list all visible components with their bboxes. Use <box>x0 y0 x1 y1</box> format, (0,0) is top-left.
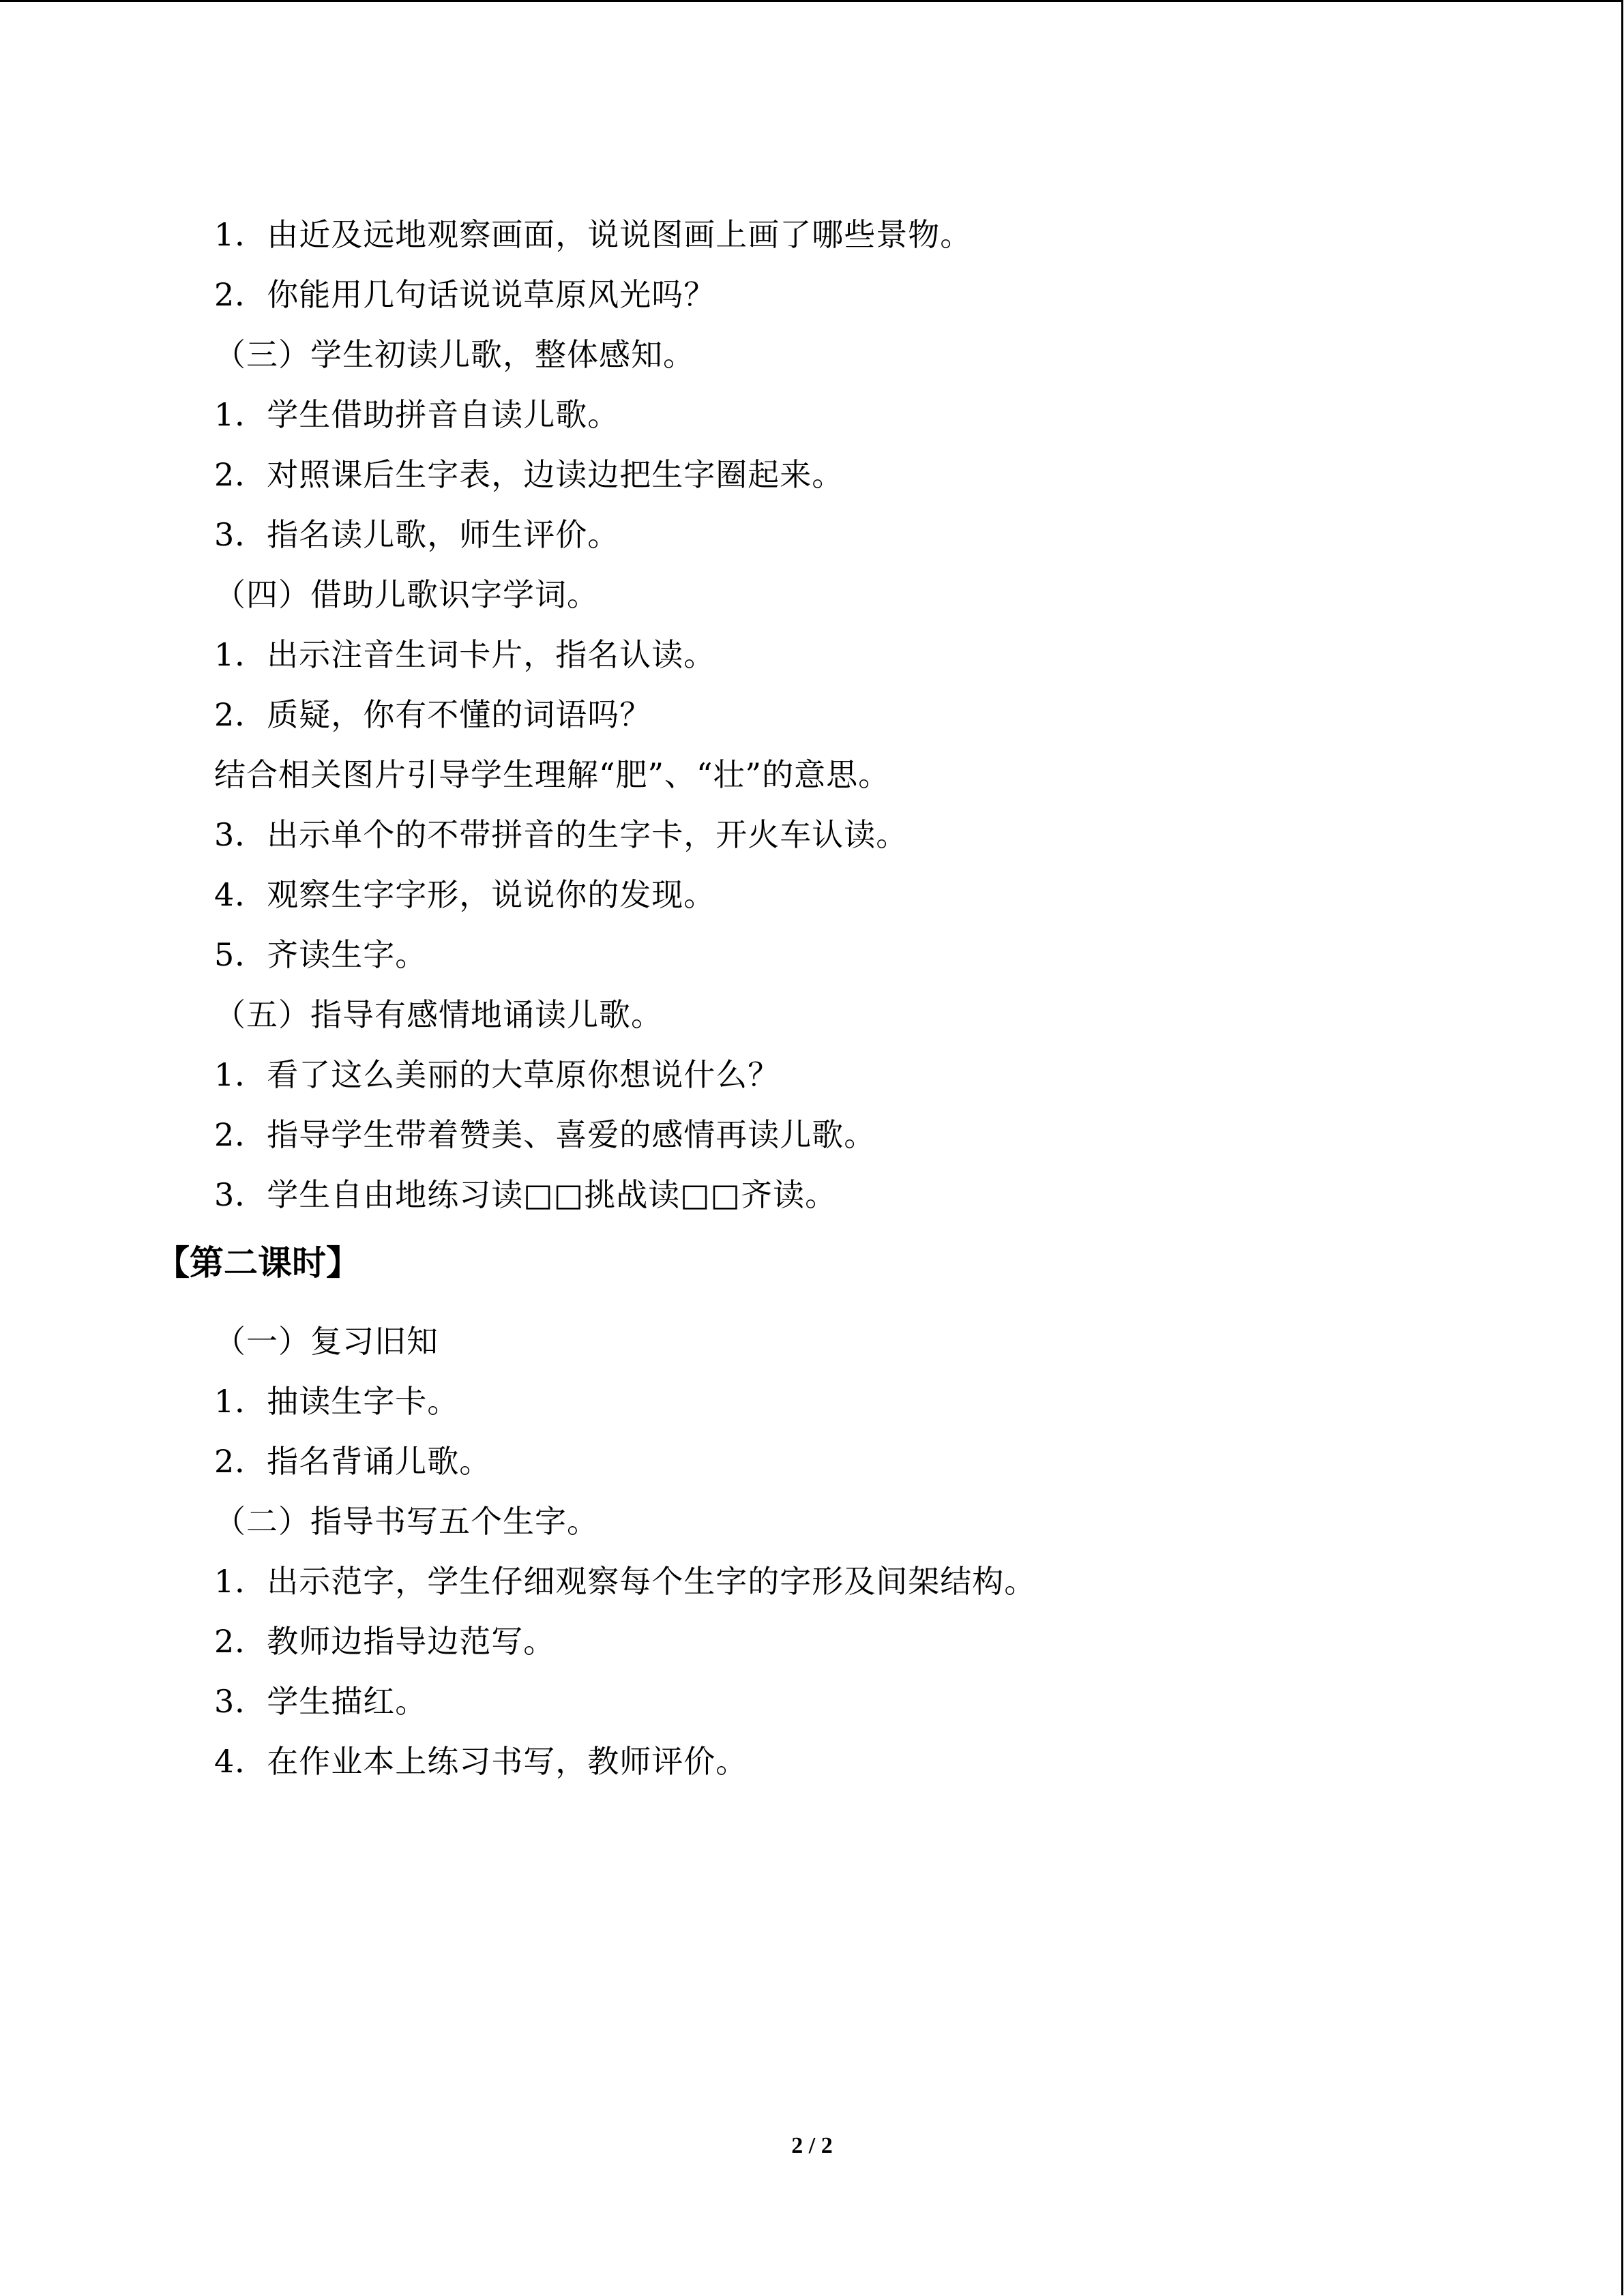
subsection-heading: （四）借助儿歌识字学词。 <box>214 576 599 613</box>
text-line: 结合相关图片引导学生理解“肥”、“壮”的意思。 <box>214 756 891 793</box>
text-line: 2．你能用几句话说说草原风光吗？ <box>214 276 716 313</box>
text-line: 4．观察生字字形，说说你的发现。 <box>214 876 716 913</box>
page-number: 2 / 2 <box>791 2133 833 2158</box>
text-line: 3．指名读儿歌，师生评价。 <box>214 516 620 553</box>
section-heading: 【第二课时】 <box>156 1243 360 1283</box>
text-line: 3．学生自由地练习读□□挑战读□□齐读。 <box>214 1176 838 1213</box>
text-line: 1．出示注音生词卡片，指名认读。 <box>214 636 716 673</box>
text-line: 2．指导学生带着赞美、喜爱的感情再读儿歌。 <box>214 1116 876 1153</box>
subsection-heading: （二）指导书写五个生字。 <box>214 1503 599 1540</box>
subsection-heading: （一）复习旧知 <box>214 1323 439 1360</box>
text-line: 1．抽读生字卡。 <box>214 1383 460 1420</box>
text-line: 1．出示范字，学生仔细观察每个生字的字形及间架结构。 <box>214 1563 1037 1600</box>
text-line: 3．出示单个的不带拼音的生字卡，开火车认读。 <box>214 816 909 853</box>
text-line: 5．齐读生字。 <box>214 936 428 973</box>
text-line: 1．由近及远地观察画面，说说图画上画了哪些景物。 <box>214 216 973 253</box>
text-line: 2．对照课后生字表，边读边把生字圈起来。 <box>214 456 844 493</box>
text-line: 4．在作业本上练习书写，教师评价。 <box>214 1743 748 1780</box>
text-line: 2．质疑，你有不懂的词语吗？ <box>214 696 652 733</box>
text-line: 1．学生借助拼音自读儿歌。 <box>214 396 620 433</box>
subsection-heading: （五）指导有感情地诵读儿歌。 <box>214 996 663 1033</box>
text-line: 2．指名背诵儿歌。 <box>214 1443 492 1480</box>
text-line: 1．看了这么美丽的大草原你想说什么？ <box>214 1056 780 1093</box>
subsection-heading: （三）学生初读儿歌，整体感知。 <box>214 336 695 373</box>
text-line: 2．教师边指导边范写。 <box>214 1623 556 1660</box>
text-line: 3．学生描红。 <box>214 1683 428 1720</box>
